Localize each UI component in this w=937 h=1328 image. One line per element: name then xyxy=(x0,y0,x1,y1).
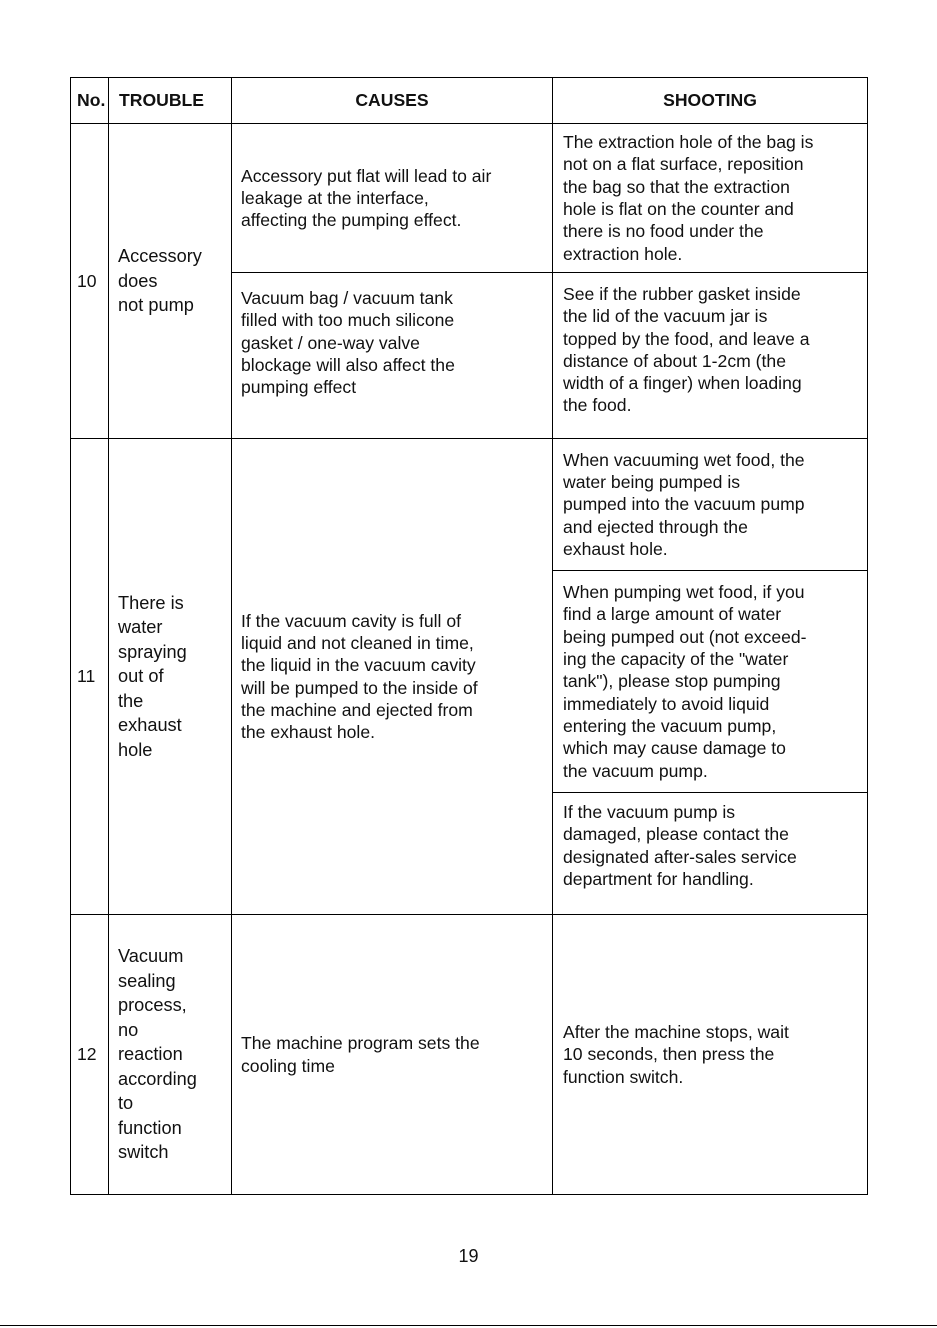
header-no: No. xyxy=(71,78,109,124)
row-12-shooting: After the machine stops, wait 10 seconds, then press the function switch. xyxy=(553,915,868,1195)
row-11-cause: If the vacuum cavity is full of liquid and not cleaned in time, the liquid in the vacuum cavity will be pumped to the inside of the machine and ejected from the exhaust hole. xyxy=(232,439,553,915)
row-11-shooting-3: If the vacuum pump is damaged, please contact the designated after-sales service department for handling. xyxy=(553,793,868,915)
row-11-no: 11 xyxy=(71,439,109,915)
row-11-shooting-2: When pumping wet food, if you find a large amount of water being pumped out (not exceed- ing the capacity of the "water tank"), please stop pumping immediately to avoid liquid entering the vacuum pump, which may cause damage to the vacuum pump. xyxy=(553,571,868,793)
table-row-10a xyxy=(71,124,868,273)
header-shooting: SHOOTING xyxy=(553,78,868,124)
page-bottom-rule xyxy=(0,1325,937,1326)
header-causes: CAUSES xyxy=(232,78,553,124)
row-10-shooting-2: See if the rubber gasket inside the lid of the vacuum jar is topped by the food, and leave a distance of about 1-2cm (the width of a finger) when loading the food. xyxy=(553,273,868,439)
row-11-shooting-1: When vacuuming wet food, the water being pumped is pumped into the vacuum pump and ejected through the exhaust hole. xyxy=(553,439,868,571)
table-row-11a xyxy=(71,439,868,571)
troubleshooting-table xyxy=(70,77,868,1195)
page-number: 19 xyxy=(458,1246,479,1266)
header-trouble: TROUBLE xyxy=(109,78,232,124)
row-10-no: 10 xyxy=(71,124,109,439)
table-row-12 xyxy=(71,915,868,1195)
row-10-cause-2: Vacuum bag / vacuum tank filled with too much silicone gasket / one-way valve blockage will also affect the pumping effect xyxy=(232,273,553,439)
row-12-trouble: Vacuum sealing process, no reaction according to function switch xyxy=(109,915,232,1195)
row-11-trouble: There is water spraying out of the exhaust hole xyxy=(109,439,232,915)
row-10-shooting-1: The extraction hole of the bag is not on a flat surface, reposition the bag so that the extraction hole is flat on the counter and there is no food under the extraction hole. xyxy=(553,124,868,273)
row-10-trouble: Accessory does not pump xyxy=(109,124,232,439)
row-12-no: 12 xyxy=(71,915,109,1195)
row-10-cause-1: Accessory put flat will lead to air leakage at the interface, affecting the pumping effect. xyxy=(232,124,553,273)
row-12-cause: The machine program sets the cooling time xyxy=(232,915,553,1195)
header-row xyxy=(71,78,868,124)
